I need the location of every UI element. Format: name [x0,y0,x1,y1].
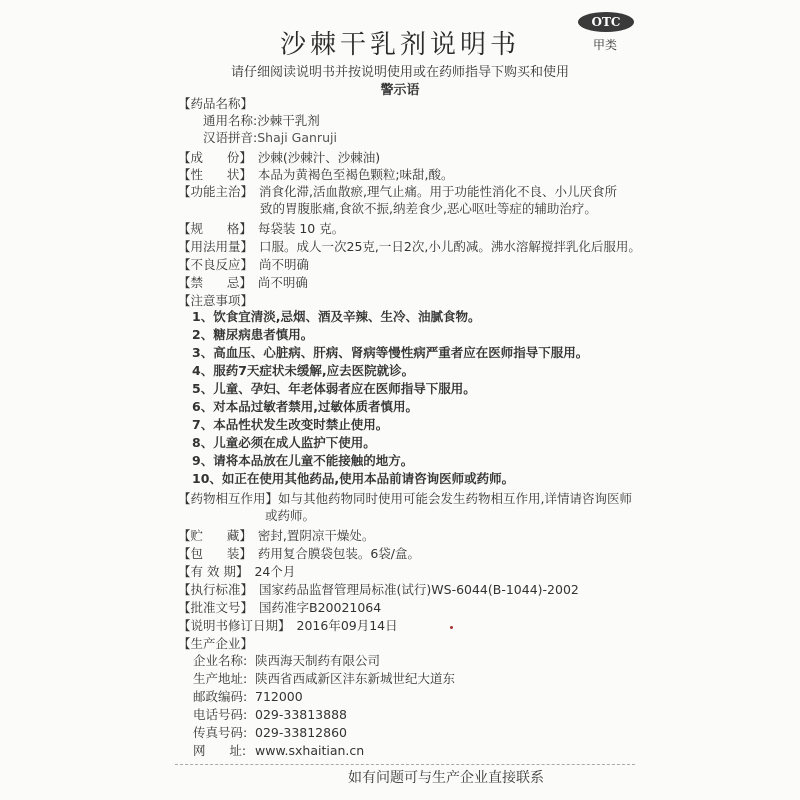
field-value: 24个月 [254,564,296,579]
section-label: 【药品名称】 [178,96,254,111]
field-value: 消食化滞,活血散瘀,理气止痛。用于功能性消化不良、小儿厌食所 [259,184,617,199]
dosage-row [178,238,641,255]
section-label: 【性 状】 [178,167,252,182]
otc-class-label: 甲类 [593,38,618,52]
field-value: www.sxhaitian.cn [255,743,365,758]
field-label: 生产地址: [193,671,248,686]
section-label: 【有 效 期】 [178,564,249,579]
section-label: 【生产企业】 [178,636,254,651]
field-value: 陕西海天制药有限公司 [255,653,381,668]
section-label: 【说明书修订日期】 [178,618,291,633]
field-value: 口服。成人一次25克,一日2次,小儿酌减。沸水溶解搅拌乳化后服用。 [259,239,641,254]
field-value: 沙棘(沙棘汁、沙棘油) [257,150,381,165]
field-value: 国药准字B20021064 [259,600,382,615]
field-value: Shaji Ganruji [257,130,337,145]
section-drug-name [178,95,253,112]
field-label: 邮政编码: [193,689,248,704]
section-label: 【成 份】 [178,150,252,165]
pinyin-row [203,129,337,146]
field-value: 如与其他药物同时使用可能会发生药物相互作用,详情请咨询医师 [278,491,632,506]
section-label: 【注意事项】 [178,293,254,308]
indications-continuation: 致的胃腹胀痛,食欲不振,纳差食少,恶心呕吐等症的辅助治疗。 [260,201,597,216]
field-value: 尚不明确 [257,275,308,290]
field-value: 2016年09月14日 [296,618,398,633]
ingredients-row [178,149,380,166]
fax-row [193,724,347,741]
address-row [193,670,455,687]
storage-row [178,527,374,544]
spec-row [178,220,344,237]
validity-row [178,563,295,580]
precaution-item: 3、高血压、心脏病、肝病、肾病等慢性病严重者应在医师指导下服用。 [192,345,589,360]
generic-name-row [203,112,320,129]
field-value: 尚不明确 [259,257,310,272]
company-row [193,652,380,669]
field-value: 沙棘干乳剂 [257,113,320,128]
precaution-item: 8、儿童必须在成人监护下使用。 [192,435,376,450]
precaution-item: 1、饮食宜清淡,忌烟、酒及辛辣、生冷、油腻食物。 [192,309,481,324]
interaction-row [178,490,632,507]
field-label: 通用名称: [203,113,258,128]
section-label: 【贮 藏】 [178,528,252,543]
field-value: 每袋装 10 克。 [257,221,345,236]
properties-row [178,166,454,183]
website-row [193,742,364,759]
revision-row [178,617,398,634]
footer-divider [175,764,635,765]
field-label: 传真号码: [193,725,248,740]
otc-badge: OTC [578,12,634,32]
indications-row [178,183,617,200]
field-label: 电话号码: [193,707,248,722]
field-label: 汉语拼音: [203,130,258,145]
section-label: 【包 装】 [178,546,252,561]
precaution-item: 7、本品性状发生改变时禁止使用。 [192,417,389,432]
print-speck [450,626,453,629]
field-label: 网 址: [193,743,247,758]
precaution-item: 4、服药7天症状未缓解,应去医院就诊。 [192,363,415,378]
field-value: 本品为黄褐色至褐色颗粒;味甜,酸。 [257,167,454,182]
precaution-item: 6、对本品过敏者禁用,过敏体质者慎用。 [192,399,418,414]
section-label: 【不良反应】 [178,257,254,272]
field-value: 密封,置阴凉干燥处。 [257,528,375,543]
phone-row [193,706,347,723]
field-label: 企业名称: [193,653,248,668]
postcode-row [193,688,303,705]
precaution-item: 2、糖尿病患者慎用。 [192,327,314,342]
section-label: 【规 格】 [178,221,252,236]
section-label: 【药物相互作用】 [178,491,279,506]
field-value: 药用复合膜袋包装。6袋/盒。 [257,546,421,561]
subtitle: 请仔细阅读说明书并按说明使用或在药师指导下购买和使用 [230,65,569,80]
manufacturer-heading [178,635,253,652]
precaution-item: 5、儿童、孕妇、年老体弱者应在医师指导下服用。 [192,381,476,396]
section-label: 【功能主治】 [178,184,254,199]
footer-note: 如有问题可与生产企业直接联系 [348,770,544,786]
warning-heading: 警示语 [380,83,420,98]
adverse-row [178,256,309,273]
field-value: 029-33812860 [255,725,347,740]
precaution-item: 10、如正在使用其他药品,使用本品前请咨询医师或药师。 [192,471,515,486]
approval-row [178,599,381,616]
contraindications-row [178,274,308,291]
field-value: 712000 [255,689,303,704]
precaution-item: 9、请将本品放在儿童不能接触的地方。 [192,453,414,468]
section-label: 【禁 忌】 [178,275,252,290]
section-label: 【用法用量】 [178,239,254,254]
interaction-continuation: 或药师。 [265,508,316,523]
section-label: 【批准文号】 [178,600,254,615]
package-row [178,545,420,562]
field-value: 国家药品监督管理局标准(试行)WS-6044(B-1044)-2002 [259,582,579,597]
standard-row [178,581,579,598]
field-value: 029-33813888 [255,707,347,722]
document-title: 沙棘干乳剂说明书 [279,30,520,60]
precautions-heading [178,292,253,309]
field-value: 陕西省西咸新区沣东新城世纪大道东 [255,671,456,686]
section-label: 【执行标准】 [178,582,254,597]
